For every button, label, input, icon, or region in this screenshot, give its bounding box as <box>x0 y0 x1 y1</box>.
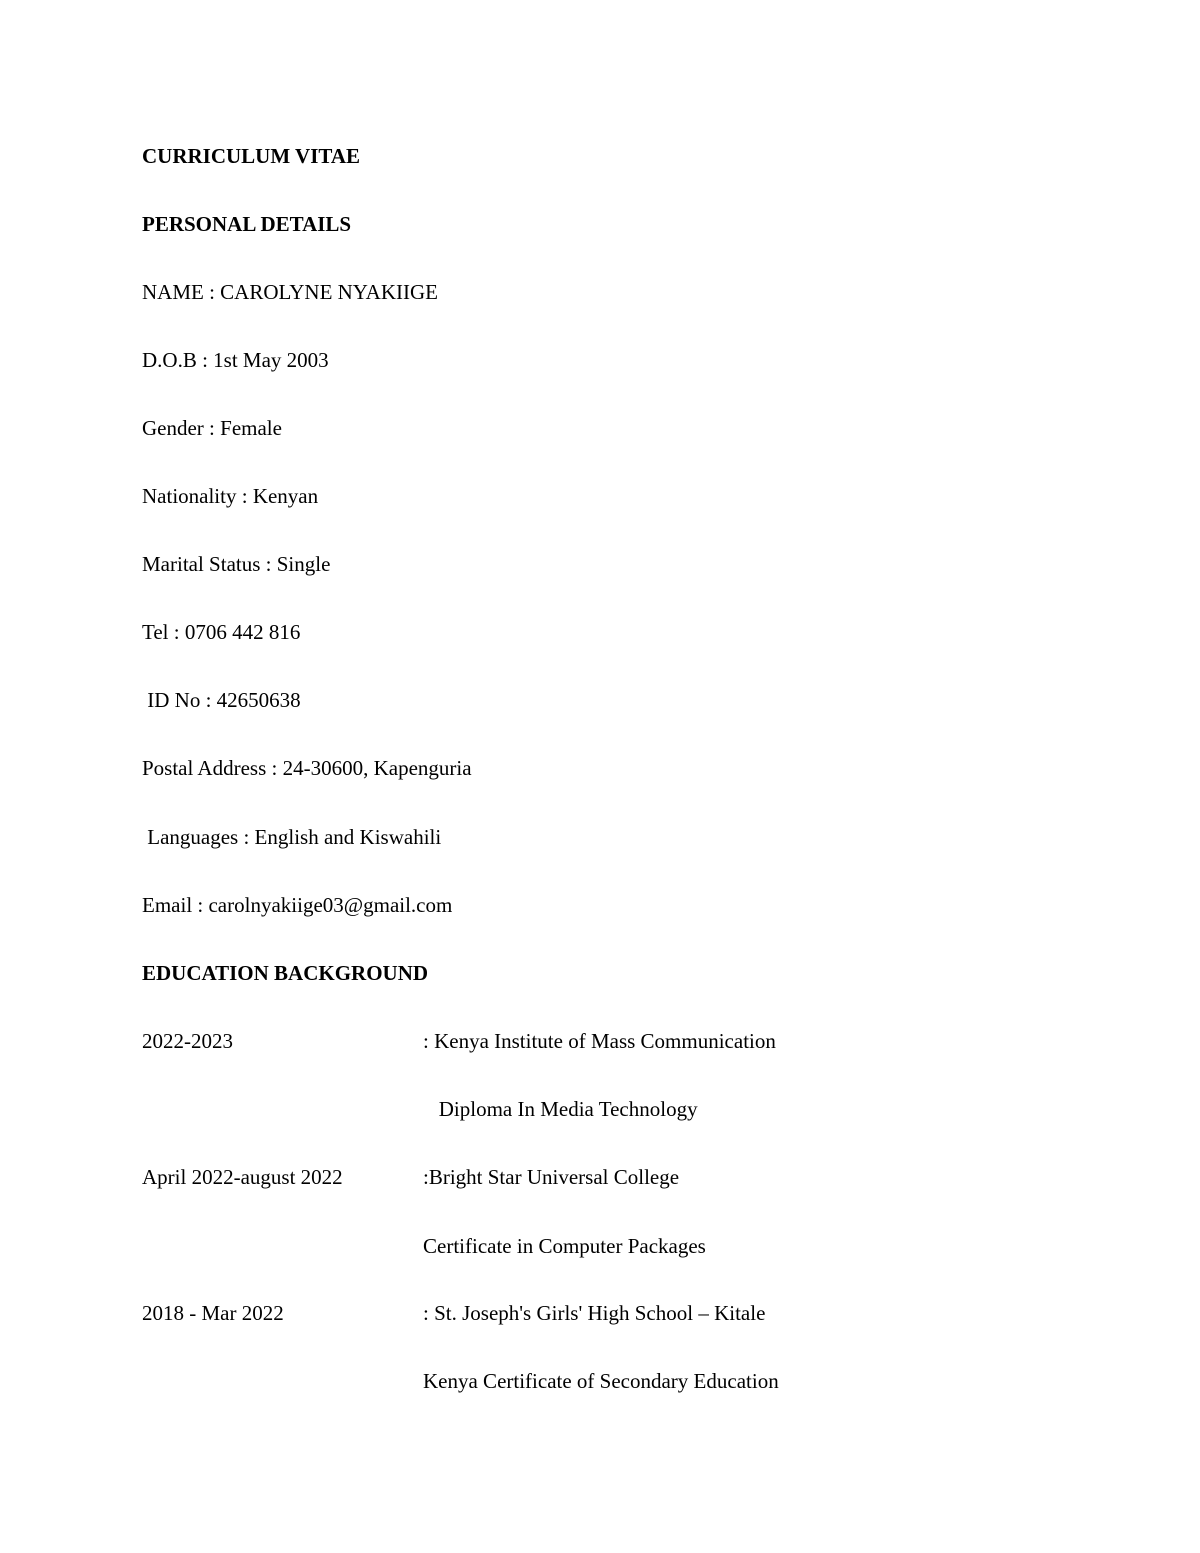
education-institution: : St. Joseph's Girls' High School – Kitale <box>423 1301 766 1325</box>
education-institution: :Bright Star Universal College <box>423 1165 680 1189</box>
personal-detail-marital-status: Marital Status : Single <box>142 552 331 576</box>
personal-detail-dob: D.O.B : 1st May 2003 <box>142 348 329 372</box>
education-qualification: Kenya Certificate of Secondary Education <box>423 1369 779 1393</box>
education-qualification: Certificate in Computer Packages <box>423 1234 706 1258</box>
education-institution: : Kenya Institute of Mass Communication <box>423 1029 776 1053</box>
document-title: CURRICULUM VITAE <box>142 144 360 168</box>
personal-detail-gender: Gender : Female <box>142 416 282 440</box>
personal-detail-email: Email : carolnyakiige03@gmail.com <box>142 893 453 917</box>
education-period: 2018 - Mar 2022 <box>142 1301 284 1325</box>
education-period: April 2022-august 2022 <box>142 1165 343 1189</box>
personal-detail-nationality: Nationality : Kenyan <box>142 484 319 508</box>
personal-detail-postal-address: Postal Address : 24-30600, Kapenguria <box>142 756 472 780</box>
education-qualification: Diploma In Media Technology <box>423 1097 698 1121</box>
education-period: 2022-2023 <box>142 1029 233 1053</box>
personal-detail-id-number: ID No : 42650638 <box>142 688 301 712</box>
personal-detail-phone: Tel : 0706 442 816 <box>142 620 301 644</box>
personal-details-heading: PERSONAL DETAILS <box>142 212 352 236</box>
personal-detail-name: NAME : CAROLYNE NYAKIIGE <box>142 280 438 304</box>
education-heading: EDUCATION BACKGROUND <box>142 961 429 985</box>
personal-detail-languages: Languages : English and Kiswahili <box>142 825 442 849</box>
